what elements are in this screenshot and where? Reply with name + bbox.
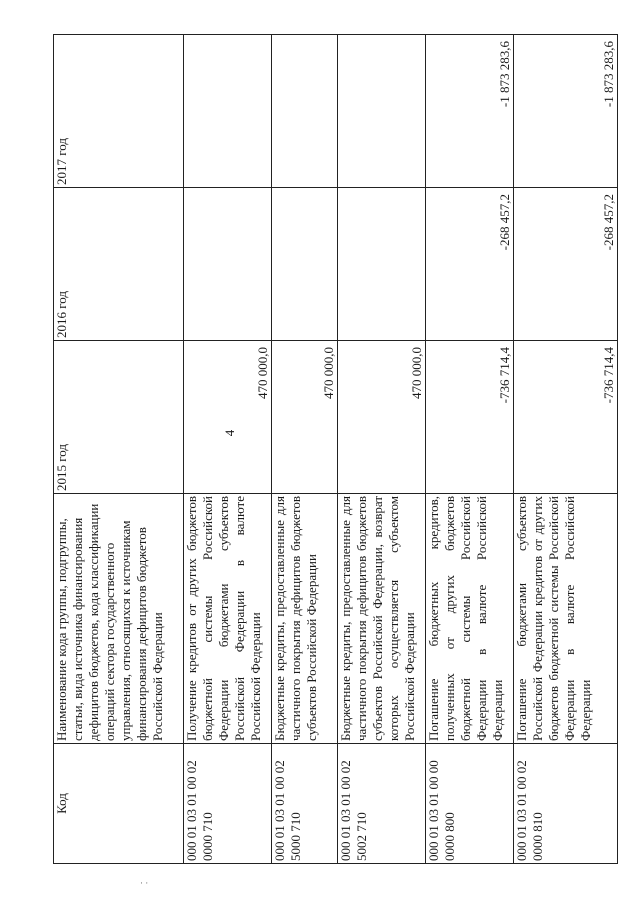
row-value-2017	[184, 35, 272, 188]
row-value-2016: -268 457,2	[513, 188, 617, 341]
header-2016: 2016 год	[54, 188, 184, 341]
header-2015: 2015 год	[54, 341, 184, 494]
row-value-2015: 470 000,0	[184, 341, 272, 494]
row-value-2017: -1 873 283,6	[513, 35, 617, 188]
row-value-2016: -268 457,2	[425, 188, 513, 341]
row-name: Получение кредитов от других бюджетов бюджетной системы Российской Федерации бюджетами субъектов Российской Федерации в валюте Российской Федерации	[184, 494, 272, 744]
row-value-2015: -736 714,4	[513, 341, 617, 494]
row-name: Бюджетные кредиты, предоставленные для частичного покрытия дефицитов бюджетов субъектов Российской Федерации	[272, 494, 337, 744]
header-2017: 2017 год	[54, 35, 184, 188]
row-value-2015: 470 000,0	[337, 341, 425, 494]
page-number: 4	[222, 429, 237, 437]
row-value-2015: -736 714,4	[425, 341, 513, 494]
row-name: Погашение бюджетных кредитов, полученных от других бюджетов бюджетной системы Российской Федерации в валюте Российской Федерации	[425, 494, 513, 744]
row-code: 000 01 03 01 00 00 0000 800	[425, 744, 513, 864]
budget-table-container	[53, 34, 618, 864]
table-row	[337, 35, 425, 864]
header-name: Наименование кода группы, подгруппы, статьи, вида источника финансирования дефицитов бюджетов, кода классификации операций сектора государственного управления, относящихся к источникам финансирования дефицитов бюджетов Российской Федерации	[54, 494, 184, 744]
row-value-2015: 470 000,0	[272, 341, 337, 494]
scan-speck: · ·	[140, 878, 149, 888]
row-name: Бюджетные кредиты, предоставленные для частичного покрытия дефицитов бюджетов субъектов Российской Федерации, возврат которых осуществляется субъектом Российской Федерации	[337, 494, 425, 744]
table-row	[425, 35, 513, 864]
row-value-2016	[184, 188, 272, 341]
table-row	[184, 35, 272, 864]
row-name: Погашение бюджетами субъектов Российской Федерации кредитов от других бюджетов бюджетной системы Российской Федерации в валюте Российской Федерации	[513, 494, 617, 744]
table-row	[513, 35, 617, 864]
row-value-2016	[337, 188, 425, 341]
row-code: 000 01 03 01 00 02 0000 810	[513, 744, 617, 864]
budget-table	[53, 34, 618, 864]
row-code: 000 01 03 01 00 02 5002 710	[337, 744, 425, 864]
table-header-row	[54, 35, 184, 864]
header-code: Код	[54, 744, 184, 864]
table-row	[272, 35, 337, 864]
row-code: 000 01 03 01 00 02 5000 710	[272, 744, 337, 864]
row-value-2017	[272, 35, 337, 188]
row-value-2016	[272, 188, 337, 341]
row-value-2017	[337, 35, 425, 188]
row-value-2017: -1 873 283,6	[425, 35, 513, 188]
row-code: 000 01 03 01 00 02 0000 710	[184, 744, 272, 864]
